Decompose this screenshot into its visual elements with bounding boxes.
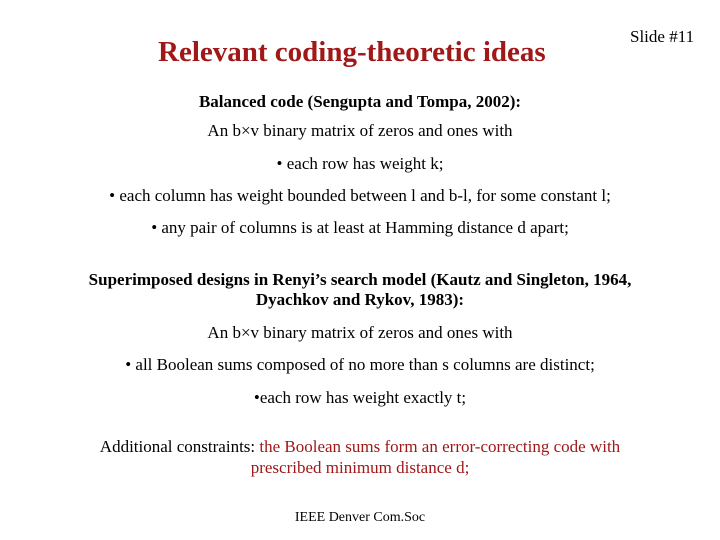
balanced-bullet-column-weight: • each column has weight bounded between l and b-l, for some constant l; — [109, 186, 611, 205]
superimposed-bullet-boolean-sums: • all Boolean sums composed of no more than s columns are distinct; — [125, 355, 595, 374]
slide-title: Relevant coding-theoretic ideas — [158, 36, 546, 68]
balanced-bullet-row-weight: • each row has weight k; — [276, 154, 444, 173]
additional-constraints-line2: prescribed minimum distance d; — [250, 458, 470, 477]
additional-constraints-label: Additional constraints: — [99, 437, 256, 456]
balanced-code-heading: Balanced code (Sengupta and Tompa, 2002): — [198, 92, 522, 111]
superimposed-heading-line2: Dyachkov and Rykov, 1983): — [255, 290, 465, 309]
slide-number: Slide #11 — [630, 27, 695, 46]
balanced-bullet-hamming-distance: • any pair of columns is at least at Hamming distance d apart; — [151, 218, 569, 237]
superimposed-heading-line1: Superimposed designs in Renyi’s search model (Kautz and Singleton, 1964, — [88, 270, 632, 289]
additional-constraints-line1 — [0, 437, 720, 457]
superimposed-intro: An b×v binary matrix of zeros and ones with — [207, 323, 513, 342]
footer-text: IEEE Denver Com.Soc — [294, 510, 426, 525]
additional-constraints-text: the Boolean sums form an error-correcting code with — [259, 437, 621, 456]
balanced-code-intro: An b×v binary matrix of zeros and ones with — [207, 121, 513, 140]
superimposed-bullet-row-weight: •each row has weight exactly t; — [253, 388, 467, 407]
